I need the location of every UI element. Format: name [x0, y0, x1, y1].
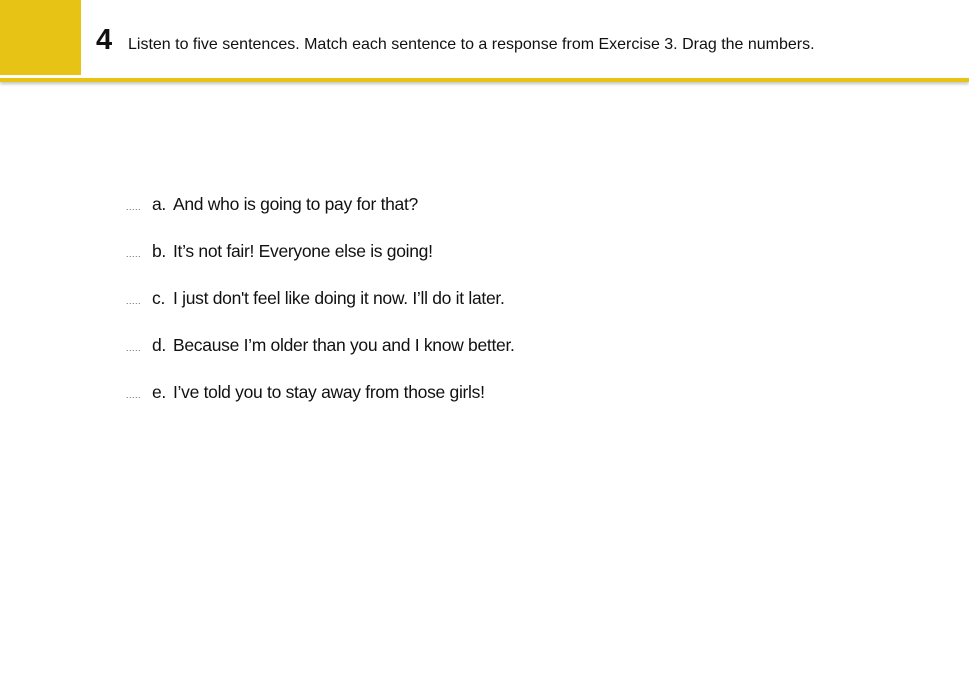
exercise-header [0, 0, 969, 78]
header-accent-block [0, 0, 81, 75]
sentence-text-b: It’s not fair! Everyone else is going! [173, 241, 433, 261]
exercise-number: 4 [96, 24, 113, 56]
sentence-item-a [126, 194, 515, 241]
sentence-text-d: Because I’m older than you and I know better. [173, 335, 515, 355]
sentence-letter-d: d. [152, 335, 166, 355]
sentence-list [126, 194, 515, 429]
sentence-text-a: And who is going to pay for that? [173, 194, 418, 214]
exercise-instruction: Listen to five sentences. Match each sentence to a response from Exercise 3. Drag the numbers. [128, 36, 815, 53]
drop-slot-d[interactable]: ..... [126, 343, 142, 353]
header-divider [0, 78, 969, 82]
drop-slot-b[interactable]: ..... [126, 249, 142, 259]
drop-slot-e[interactable]: ..... [126, 390, 142, 400]
drop-slot-a[interactable]: ..... [126, 202, 142, 212]
sentence-letter-b: b. [152, 241, 166, 261]
sentence-item-c [126, 288, 515, 335]
drop-slot-c[interactable]: ..... [126, 296, 142, 306]
sentence-letter-a: a. [152, 194, 166, 214]
sentence-item-d [126, 335, 515, 382]
sentence-text-c: I just don't feel like doing it now. I’ll do it later. [173, 288, 505, 308]
sentence-letter-c: c. [152, 288, 166, 308]
sentence-letter-e: e. [152, 382, 166, 402]
sentence-item-e [126, 382, 515, 429]
sentence-item-b [126, 241, 515, 288]
sentence-text-e: I’ve told you to stay away from those girls! [173, 382, 485, 402]
